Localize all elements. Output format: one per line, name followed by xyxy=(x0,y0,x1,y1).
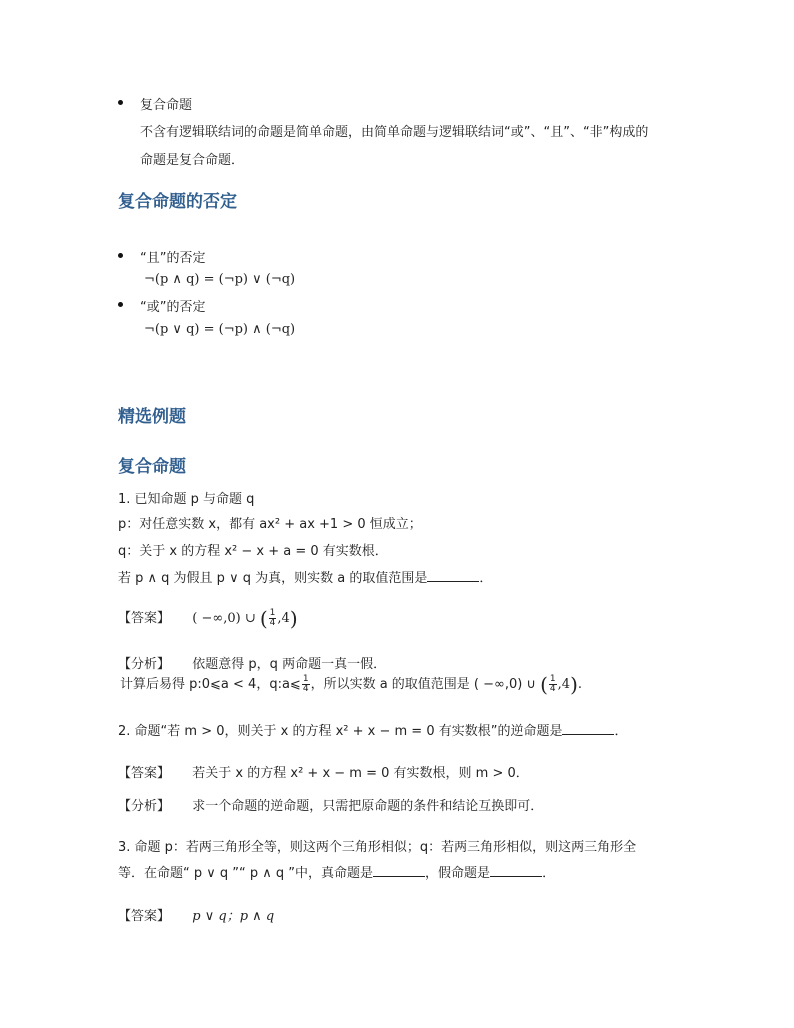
q1-analysis xyxy=(118,653,386,672)
heading-examples: 精选例题 xyxy=(118,407,186,427)
answer-blank xyxy=(427,569,479,582)
bullet-title-or-negation: “或”的否定 xyxy=(140,300,206,315)
answer-tag: 【答案】 xyxy=(118,909,171,924)
definition-line-1: 不含有逻辑联结词的命题是简单命题，由简单命题与逻辑联结词“或”、“且”、“非”构成的 xyxy=(140,125,649,140)
q1-line-4 xyxy=(118,567,492,586)
bullet-title-and-negation: “且”的否定 xyxy=(140,251,206,266)
q3-line-1: 3. 命题 p：若两三角形全等，则这两个三角形相似；q：若两三角形相似，则这两三角形全 xyxy=(118,840,637,855)
answer-tag: 【答案】 xyxy=(118,766,171,781)
answer-blank xyxy=(562,722,614,735)
definition-line-2: 命题是复合命题． xyxy=(140,153,245,168)
answer-blank xyxy=(490,864,542,877)
q3-line-2: 等．在命题“ p ∨ q ”“ p ∧ q ”中，真命题是 ，假命题是 ． xyxy=(118,866,556,881)
answer-tag: 【答案】 xyxy=(118,611,171,626)
heading-negation: 复合命题的否定 xyxy=(118,192,237,212)
formula-or-negation: ¬(p ∨ q) = (¬p) ∧ (¬q) xyxy=(144,322,296,337)
q1-line-1: 1. 已知命题 p 与命题 q xyxy=(118,492,255,507)
q3-answer-text: p ∨ q；p ∧ q xyxy=(192,909,275,924)
analysis-tag: 【分析】 xyxy=(118,799,171,814)
q2-answer-text: 若关于 x 的方程 x² + x − m = 0 有实数根，则 m > 0． xyxy=(192,766,529,781)
formula-and-negation: ¬(p ∧ q) = (¬p) ∨ (¬q) xyxy=(144,272,296,287)
q3-answer xyxy=(118,905,274,924)
q1-line-3: q：关于 x 的方程 x² − x + a = 0 有实数根． xyxy=(118,544,388,559)
q2-answer xyxy=(118,762,529,781)
subheading-compound: 复合命题 xyxy=(118,457,186,477)
q2-analysis-text: 求一个命题的逆命题，只需把原命题的条件和结论互换即可． xyxy=(192,799,544,814)
q1-question-text: 若 p ∧ q 为假且 p ∨ q 为真，则实数 a 的取值范围是 xyxy=(118,571,428,586)
q1-analysis-fraction-2: $\frac{1}{4}$ xyxy=(549,674,556,694)
q1-analysis-line-2: 计算后易得 p:0⩽a < 4，q:a⩽ $\frac{1}{4}$ ，所以实数 a 的取值范围是 ( −∞,0) ∪ ( $\frac{1}{4}$ ,4). xyxy=(120,672,583,697)
q1-answer: 【答案】 ( −∞,0) ∪ ( $\frac{1}{4}$ ,4) xyxy=(118,606,298,631)
bullet-dot xyxy=(118,302,123,307)
q1-answer-interval-left: ( −∞,0) ∪ xyxy=(192,611,260,626)
q2-analysis xyxy=(118,795,543,814)
q1-analysis-fraction: $\frac{1}{4}$ xyxy=(302,674,309,694)
q2-line-1: 2. 命题“若 m > 0，则关于 x 的方程 x² + x − m = 0 有实数根”的逆命题是 ． xyxy=(118,724,628,739)
bullet-dot xyxy=(118,100,123,105)
q1-answer-fraction: $\frac{1}{4}$ xyxy=(269,608,276,628)
analysis-tag: 【分析】 xyxy=(118,657,171,672)
q1-line-2: p：对任意实数 x，都有 ax² + ax +1 > 0 恒成立； xyxy=(118,517,422,532)
q1-question-end: ． xyxy=(479,571,493,586)
q1-answer-interval-right: ,4 xyxy=(277,611,290,626)
answer-blank xyxy=(373,864,425,877)
q1-analysis-line-1: 依题意得 p，q 两命题一真一假． xyxy=(192,657,387,672)
bullet-dot xyxy=(118,253,123,258)
bullet-title-compound: 复合命题 xyxy=(140,98,193,113)
